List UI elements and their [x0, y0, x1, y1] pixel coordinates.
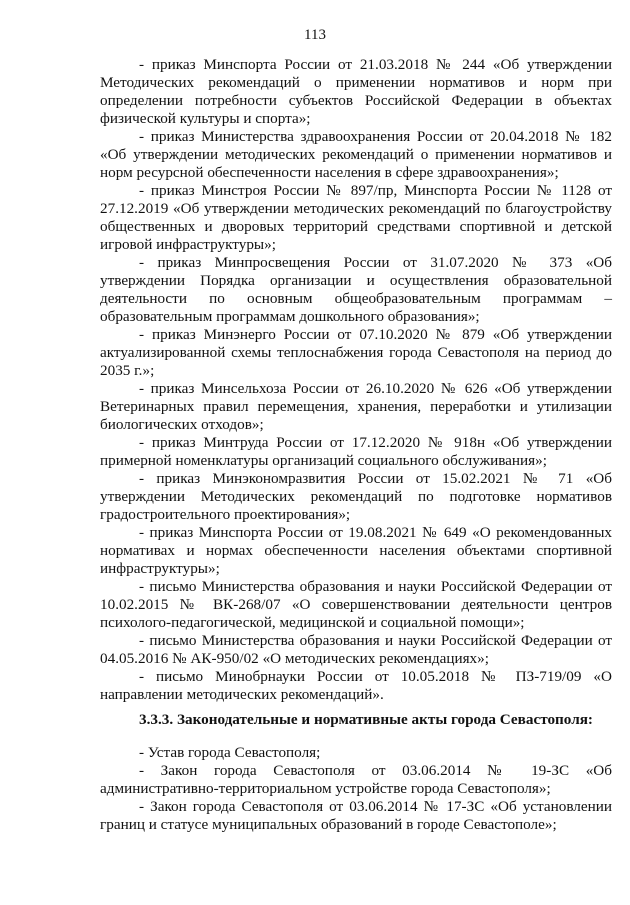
- list-item: - письмо Министерства образования и науки Российской Федерации от 04.05.2016 № АК-950/02 «О методических рекомендациях»;: [100, 632, 612, 667]
- list-item: - приказ Минсельхоза России от 26.10.2020 № 626 «Об утверждении Ветеринарных правил перемещения, хранения, переработки и утилизации биологических отходов»;: [100, 380, 612, 433]
- list-item: - приказ Минпросвещения России от 31.07.2020 № 373 «Об утверждении Порядка организации и осуществления образовательной деятельности по основным общеобразовательным программам – образовательным программам дошкольного образования»;: [100, 254, 612, 325]
- list-item: - приказ Минтруда России от 17.12.2020 № 918н «Об утверждении примерной номенклатуры организаций социального обслуживания»;: [100, 434, 612, 469]
- list-item: - приказ Минспорта России от 21.03.2018 № 244 «Об утверждении Методических рекомендаций о применении нормативов и норм при определении потребности субъектов Российской Федерации в объектах физической культуры и спорта»;: [100, 56, 612, 127]
- list-item: - Закон города Севастополя от 03.06.2014 № 17-ЗС «Об установлении границ и статусе муниципальных образований в городе Севастополе»;: [100, 798, 612, 833]
- list-item: - приказ Минэнерго России от 07.10.2020 № 879 «Об утверждении актуализированной схемы теплоснабжения города Севастополя на период до 2035 г.»;: [100, 326, 612, 379]
- page-number: 113: [304, 27, 326, 43]
- list-item: - письмо Минобрнауки России от 10.05.2018 № ПЗ-719/09 «О направлении методических рекомендаций».: [100, 668, 612, 703]
- list-item: - приказ Минэкономразвития России от 15.02.2021 № 71 «Об утверждении Методических рекомендаций по подготовке нормативов градостроительного проектирования»;: [100, 470, 612, 523]
- section-gap: [100, 731, 612, 744]
- list-item: - Закон города Севастополя от 03.06.2014 № 19-ЗС «Об административно-территориальном устройстве города Севастополя»;: [100, 762, 612, 797]
- list-item: - Устав города Севастополя;: [139, 744, 321, 761]
- list-item: - письмо Министерства образования и науки Российской Федерации от 10.02.2015 № ВК-268/07 «О совершенствовании деятельности центров психолого-педагогической, медицинской и социальной помощи»;: [100, 578, 612, 631]
- list-item: - приказ Минстроя России № 897/пр, Минспорта России № 1128 от 27.12.2019 «Об утверждении методических рекомендаций по благоустройству общественных и дворовых территорий средствами спортивной и детской игровой инфраструктуры»;: [100, 182, 612, 253]
- section-heading: 3.3.3. Законодательные и нормативные акты города Севастополя:: [139, 711, 593, 728]
- document-body: [100, 56, 612, 834]
- list-item: - приказ Министерства здравоохранения России от 20.04.2018 № 182 «Об утверждении методических рекомендаций о применении нормативов и норм ресурсной обеспеченности населения в сфере здравоохранения»;: [100, 128, 612, 181]
- list-item: - приказ Минспорта России от 19.08.2021 № 649 «О рекомендованных нормативах и нормах обеспеченности населения объектами спортивной инфраструктуры»;: [100, 524, 612, 577]
